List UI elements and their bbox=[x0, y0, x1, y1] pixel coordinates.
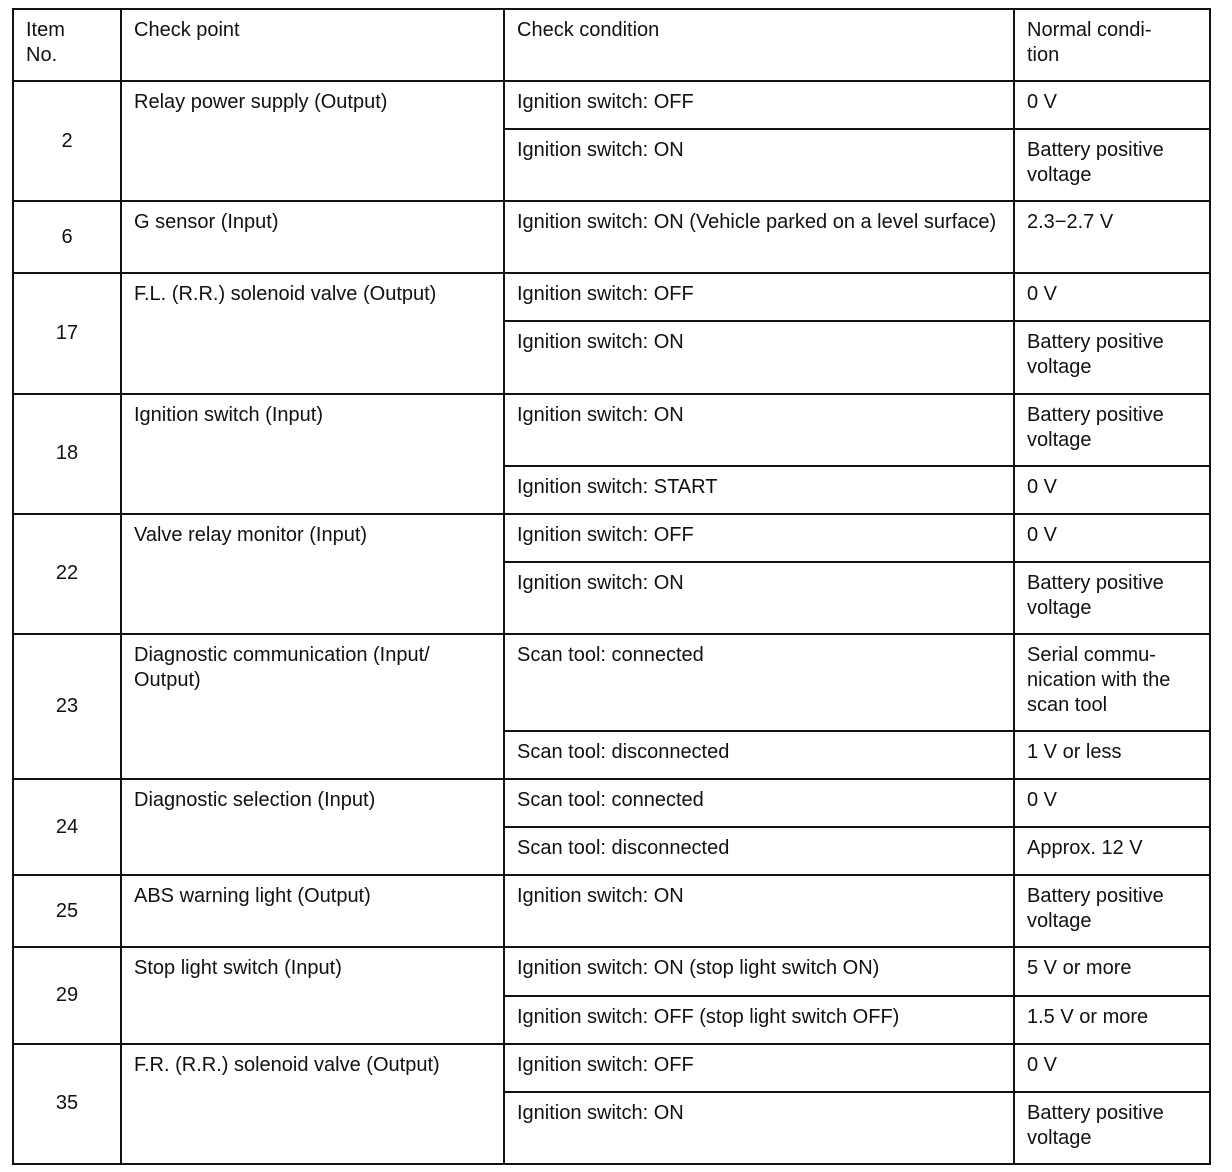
table-row bbox=[13, 201, 1210, 273]
check-condition: Ignition switch: OFF bbox=[504, 273, 1014, 321]
check-condition: Scan tool: disconnected bbox=[504, 827, 1014, 875]
check-point: Diagnostic selection (Input) bbox=[121, 779, 504, 875]
check-point: ABS warning light (Output) bbox=[121, 875, 504, 947]
normal-condition: Approx. 12 V bbox=[1014, 827, 1210, 875]
table-row bbox=[13, 81, 1210, 129]
normal-condition: 1 V or less bbox=[1014, 731, 1210, 779]
normal-condition: 0 V bbox=[1014, 81, 1210, 129]
normal-condition: Serial commu- nication with the scan tool bbox=[1014, 634, 1210, 731]
normal-condition: 0 V bbox=[1014, 514, 1210, 562]
table-row bbox=[13, 394, 1210, 466]
check-condition: Scan tool: connected bbox=[504, 779, 1014, 827]
table-row bbox=[13, 514, 1210, 562]
check-condition: Ignition switch: OFF bbox=[504, 1044, 1014, 1092]
normal-condition: Battery positive voltage bbox=[1014, 875, 1210, 947]
normal-condition: 0 V bbox=[1014, 273, 1210, 321]
item-number: 35 bbox=[13, 1044, 121, 1164]
check-condition: Ignition switch: ON (stop light switch ON) bbox=[504, 947, 1014, 995]
check-point: Ignition switch (Input) bbox=[121, 394, 504, 514]
item-number: 17 bbox=[13, 273, 121, 393]
check-condition: Scan tool: disconnected bbox=[504, 731, 1014, 779]
item-number: 22 bbox=[13, 514, 121, 634]
check-point-header: Check point bbox=[121, 9, 504, 81]
normal-condition: 0 V bbox=[1014, 779, 1210, 827]
check-condition: Ignition switch: ON bbox=[504, 394, 1014, 466]
check-point: G sensor (Input) bbox=[121, 201, 504, 273]
item-number: 2 bbox=[13, 81, 121, 201]
normal-condition: Battery positive voltage bbox=[1014, 129, 1210, 201]
table-row bbox=[13, 875, 1210, 947]
table-row bbox=[13, 1044, 1210, 1092]
table-row bbox=[13, 947, 1210, 995]
item-number: 29 bbox=[13, 947, 121, 1043]
table-row bbox=[13, 634, 1210, 731]
normal-condition: 2.3−2.7 V bbox=[1014, 201, 1210, 273]
header-row bbox=[13, 9, 1210, 81]
check-condition: Scan tool: connected bbox=[504, 634, 1014, 731]
check-condition: Ignition switch: ON (Vehicle parked on a level surface) bbox=[504, 201, 1014, 273]
normal-condition: 5 V or more bbox=[1014, 947, 1210, 995]
normal-condition: 0 V bbox=[1014, 466, 1210, 514]
check-condition: Ignition switch: OFF bbox=[504, 81, 1014, 129]
check-condition-header: Check condition bbox=[504, 9, 1014, 81]
check-point: F.R. (R.R.) solenoid valve (Output) bbox=[121, 1044, 504, 1164]
table-row bbox=[13, 273, 1210, 321]
normal-condition: 0 V bbox=[1014, 1044, 1210, 1092]
check-condition: Ignition switch: OFF (stop light switch OFF) bbox=[504, 996, 1014, 1044]
check-condition: Ignition switch: OFF bbox=[504, 514, 1014, 562]
item-number: 18 bbox=[13, 394, 121, 514]
check-condition: Ignition switch: ON bbox=[504, 321, 1014, 393]
item-number: 6 bbox=[13, 201, 121, 273]
check-point: Relay power supply (Output) bbox=[121, 81, 504, 201]
normal-condition: 1.5 V or more bbox=[1014, 996, 1210, 1044]
check-condition: Ignition switch: START bbox=[504, 466, 1014, 514]
check-point: Stop light switch (Input) bbox=[121, 947, 504, 1043]
normal-condition: Battery positive voltage bbox=[1014, 394, 1210, 466]
check-condition: Ignition switch: ON bbox=[504, 129, 1014, 201]
item-no-header: Item No. bbox=[13, 9, 121, 81]
table-row bbox=[13, 779, 1210, 827]
check-condition: Ignition switch: ON bbox=[504, 562, 1014, 634]
normal-condition-header: Normal condi- tion bbox=[1014, 9, 1210, 81]
check-table bbox=[12, 8, 1211, 1165]
item-number: 23 bbox=[13, 634, 121, 779]
check-condition: Ignition switch: ON bbox=[504, 1092, 1014, 1164]
table-header bbox=[13, 9, 1210, 81]
check-condition: Ignition switch: ON bbox=[504, 875, 1014, 947]
normal-condition: Battery positive voltage bbox=[1014, 321, 1210, 393]
normal-condition: Battery positive voltage bbox=[1014, 562, 1210, 634]
check-point: Valve relay monitor (Input) bbox=[121, 514, 504, 634]
item-number: 25 bbox=[13, 875, 121, 947]
check-point: Diagnostic communication (Input/ Output) bbox=[121, 634, 504, 779]
check-point: F.L. (R.R.) solenoid valve (Output) bbox=[121, 273, 504, 393]
table-body bbox=[13, 81, 1210, 1164]
normal-condition: Battery positive voltage bbox=[1014, 1092, 1210, 1164]
item-number: 24 bbox=[13, 779, 121, 875]
